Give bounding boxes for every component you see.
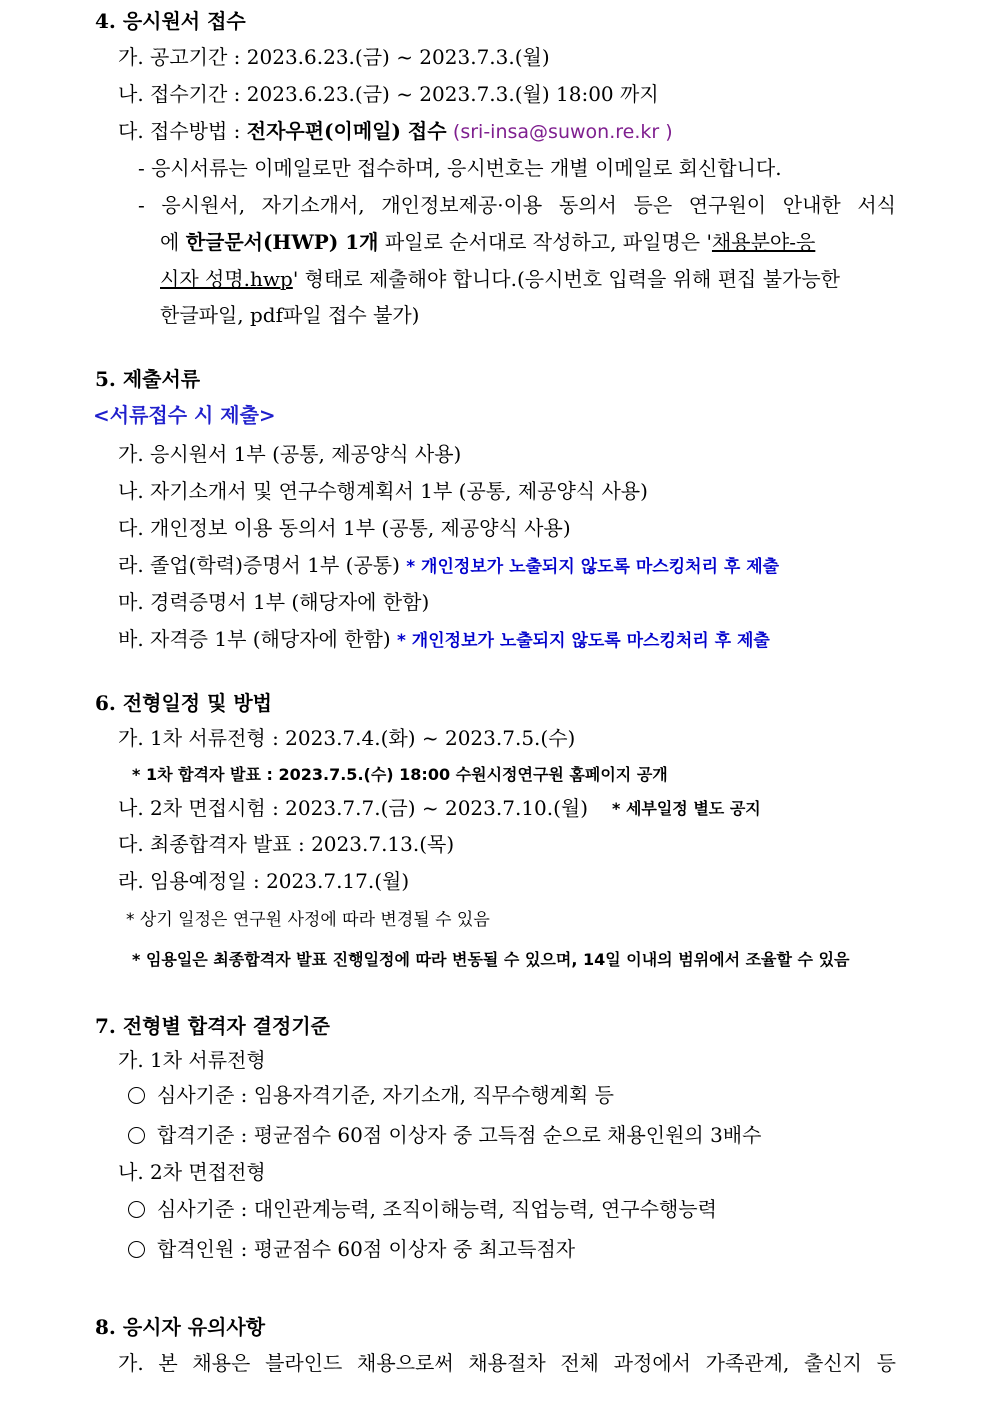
receipt-method [118,116,673,147]
masking-note: * 개인정보가 노출되지 않도록 마스킹처리 후 제출 [406,557,780,577]
docs-format-line1: - 응시원서, 자기소개서, 개인정보제공·이용 동의서 등은 연구원이 안내한 서식 [138,193,896,217]
section-8-title: 8. 응시자 유의사항 [95,1315,266,1339]
doc-item-text: 바. 자격증 1부 (해당자에 한함) [118,627,397,651]
circle-bullet-icon [128,1087,145,1104]
section-4-title: 4. 응시원서 접수 [95,9,246,33]
text-c: 파일로 순서대로 작성하고, 파일명은 ' [378,230,712,254]
criteria-text: 합격인원 : 평균점수 60점 이상자 중 최고득점자 [157,1237,576,1261]
first-screening: 가. 1차 서류전형 [118,1048,266,1072]
section-5-title: 5. 제출서류 [95,367,201,391]
doc-item: 마. 경력증명서 1부 (해당자에 한함) [118,590,430,614]
text-line3: ' 형태로 제출해야 합니다.(응시번호 입력을 위해 편집 불가능한 [292,267,840,291]
doc-item [118,624,770,656]
receipt-period: 나. 접수기간 : 2023.6.23.(금) ~ 2023.7.3.(월) 18:00 까지 [118,82,659,106]
filename-format-2: 시자 성명.hwp [160,267,293,291]
doc-item [118,550,779,582]
first-result-note: * 1차 합격자 발표 : 2023.7.5.(수) 18:00 수원시정연구원 홈페이지 공개 [132,765,668,784]
schedule-doc-screening: 가. 1차 서류전형 : 2023.7.4.(화) ~ 2023.7.5.(수) [118,726,576,750]
interview-note: * 세부일정 별도 공지 [612,799,761,818]
second-screening: 나. 2차 면접전형 [118,1160,266,1184]
docs-format-line2-text [160,227,815,257]
criteria-text: 심사기준 : 대인관계능력, 조직이해능력, 직업능력, 연구수행능력 [157,1197,717,1221]
criteria-item [128,1080,614,1110]
appointment-note: * 임용일은 최종합격자 발표 진행일정에 따라 변동될 수 있으며, 14일 이내의 범위에서 조율할 수 있음 [132,950,850,969]
docs-format-line2 [160,227,896,257]
receipt-method-value: 전자우편(이메일) 접수 [246,119,447,143]
doc-item: 가. 응시원서 1부 (공통, 제공양식 사용) [118,442,462,466]
section-7-title: 7. 전형별 합격자 결정기준 [95,1014,330,1038]
doc-item-text: 라. 졸업(학력)증명서 1부 (공통) [118,553,407,577]
blind-hiring-note: 가. 본 채용은 블라인드 채용으로써 채용절차 전체 과정에서 가족관계, 출신지 등 [118,1351,896,1375]
criteria-text: 합격기준 : 평균점수 60점 이상자 중 고득점 순으로 채용인원의 3배수 [157,1123,762,1147]
receipt-method-label: 다. 접수방법 : [118,119,247,143]
text-a: 에 [160,230,186,254]
filename-format-1: 채용분야-응 [711,230,816,254]
appointment-date: 라. 임용예정일 : 2023.7.17.(월) [118,869,410,893]
circle-bullet-icon [128,1127,145,1144]
circle-bullet-icon [128,1201,145,1218]
hwp-one-file: 한글문서(HWP) 1개 [185,230,379,254]
notice-period: 가. 공고기간 : 2023.6.23.(금) ~ 2023.7.3.(월) [118,45,550,69]
masking-note: * 개인정보가 노출되지 않도록 마스킹처리 후 제출 [397,631,770,651]
criteria-item [128,1234,575,1264]
email-only-note: - 응시서류는 이메일로만 접수하며, 응시번호는 개별 이메일로 회신합니다. [138,156,782,180]
docs-format-line4: 한글파일, pdf파일 접수 불가) [160,303,420,327]
final-result: 다. 최종합격자 발표 : 2023.7.13.(목) [118,832,455,856]
criteria-text: 심사기준 : 임용자격기준, 자기소개, 직무수행계획 등 [157,1083,614,1107]
criteria-item [128,1120,761,1150]
docs-format-line3 [160,264,840,294]
section-5-subtitle: <서류접수 시 제출> [93,403,276,427]
doc-item: 나. 자기소개서 및 연구수행계획서 1부 (공통, 제공양식 사용) [118,479,648,503]
schedule-interview: 나. 2차 면접시험 : 2023.7.7.(금) ~ 2023.7.10.(월) [118,796,589,820]
schedule-change-note: * 상기 일정은 연구원 사정에 따라 변경될 수 있음 [126,910,490,930]
criteria-item [128,1194,717,1224]
email-address: (sri-insa@suwon.re.kr ) [452,121,673,143]
doc-item: 다. 개인정보 이용 동의서 1부 (공통, 제공양식 사용) [118,516,571,540]
section-6-title: 6. 전형일정 및 방법 [95,691,273,715]
circle-bullet-icon [128,1241,145,1258]
